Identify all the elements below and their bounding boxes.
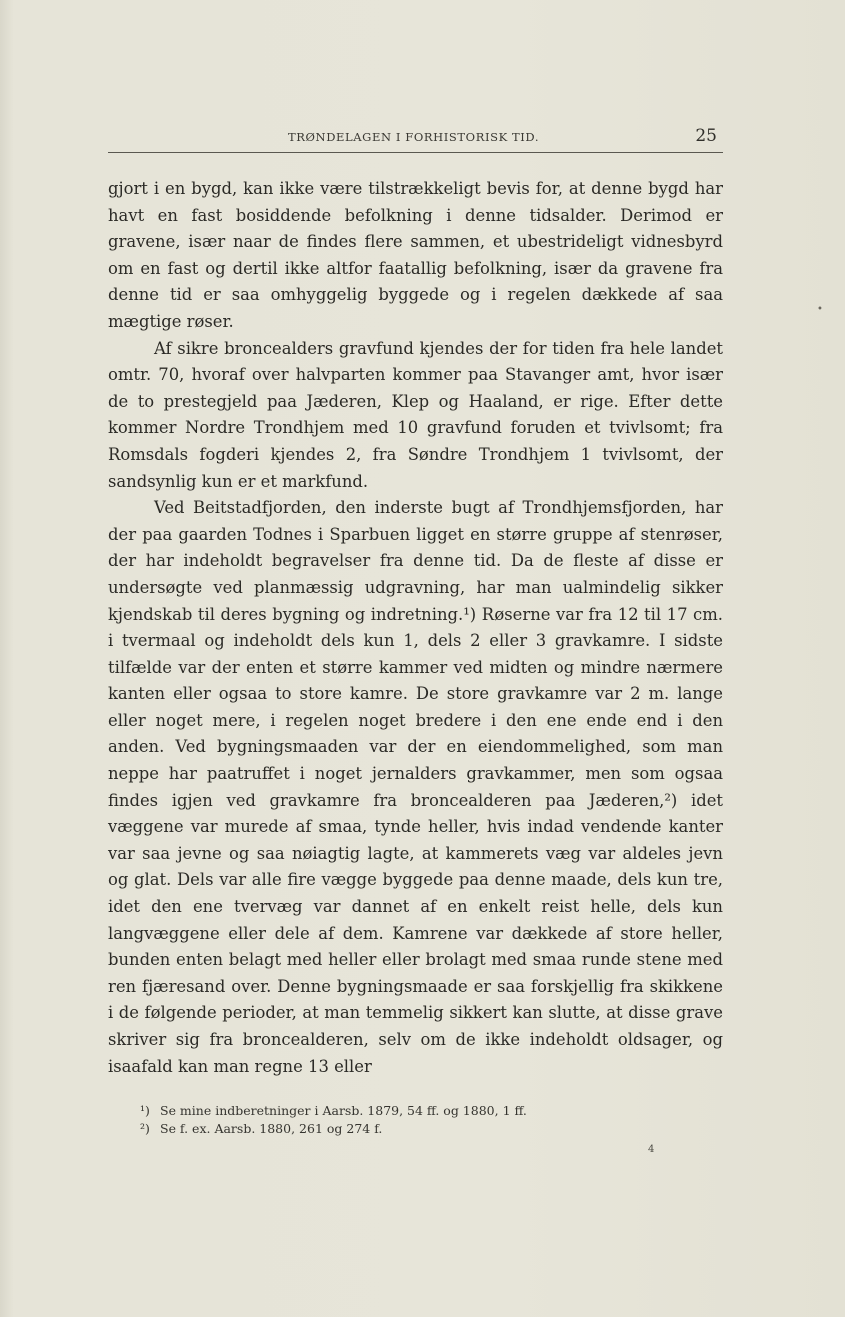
running-title: TRØNDELAGEN I FORHISTORISK TID. — [288, 130, 540, 144]
footnote-text: Se f. ex. Aarsb. 1880, 261 og 274 f. — [160, 1121, 383, 1136]
page-header — [108, 126, 723, 153]
margin-mark: • — [817, 304, 823, 315]
page-number: 25 — [695, 126, 717, 146]
footnote — [140, 1102, 720, 1120]
paragraph: gjort i en bygd, kan ikke være tilstrækkeligt bevis for, at denne bygd har havt en fast bosiddende befolkning i denne tidsalder. Derimod er gravene, især naar de findes flere sammen, et ubestrideligt vidnesbyrd om en fast og dertil ikke altfor faatallig befolkning, især da gravene fra denne tid er saa omhyggelig byggede og i regelen dækkede af saa mægtige røser. — [108, 179, 723, 331]
footnote — [140, 1120, 720, 1138]
paragraph: Ved Beitstadfjorden, den inderste bugt af Trondhjemsfjorden, har der paa gaarden Todnes i Sparbuen ligget en større gruppe af stenrøser, der har indeholdt begravelser fra denne tid. Da de fleste af disse er undersøgte ved planmæssig udgravning, har man ualmindelig sikker kjendskab til deres bygning og indretning.¹) Røserne var fra 12 til 17 cm. i tvermaal og indeholdt dels kun 1, dels 2 eller 3 gravkamre. I sidste tilfælde var der enten et større kammer ved midten og mindre nærmere kanten eller ogsaa to store kamre. De store gravkamre var 2 m. lange eller noget mere, i regelen noget bredere i den ene ende end i den anden. Ved bygningsmaaden var der en eiendommelighed, som man neppe har paatruffet i noget jernalders gravkammer, men som ogsaa findes igjen ved gravkamre fra broncealderen paa Jæderen,²) idet væggene var murede af smaa, tynde heller, hvis indad vendende kanter var saa jevne og saa nøiagtig lagte, at kammerets væg var aldeles jevn og glat. Dels var alle fire vægge byggede paa denne maade, dels kun tre, idet den ene tvervæg var dannet af en enkelt reist helle, dels kun langvæggene eller dele af dem. Kamrene var dækkede af store heller, bunden enten belagt med heller eller brolagt med smaa runde stene med ren fjæresand over. Denne bygningsmaade er saa forskjellig fra skikkene i de følgende perioder, at man temmelig sikkert kan slutte, at disse grave skriver sig fra broncealderen, selv om de ikke indeholdt oldsager, og isaafald kan man regne 13 eller — [108, 498, 723, 1076]
footnote-text: Se mine indberetninger i Aarsb. 1879, 54 ff. og 1880, 1 ff. — [160, 1103, 527, 1118]
body-text — [108, 176, 723, 1080]
footnote-mark: ²) — [140, 1121, 150, 1136]
paragraph: Af sikre broncealders gravfund kjendes der for tiden fra hele landet omtr. 70, hvoraf over halvparten kommer paa Stavanger amt, hvor især de to prestegjeld paa Jæderen, Klep og Haaland, er rige. Efter dette kommer Nordre Trondhjem med 10 gravfund foruden et tvivlsomt; fra Romsdals fogderi kjendes 2, fra Søndre Trondhjem 1 tvivlsomt, der sandsynlig kun er et markfund. — [108, 338, 723, 491]
footnote-mark: ¹) — [140, 1103, 150, 1118]
signature-mark: 4 — [648, 1144, 655, 1155]
footnotes — [140, 1102, 720, 1138]
